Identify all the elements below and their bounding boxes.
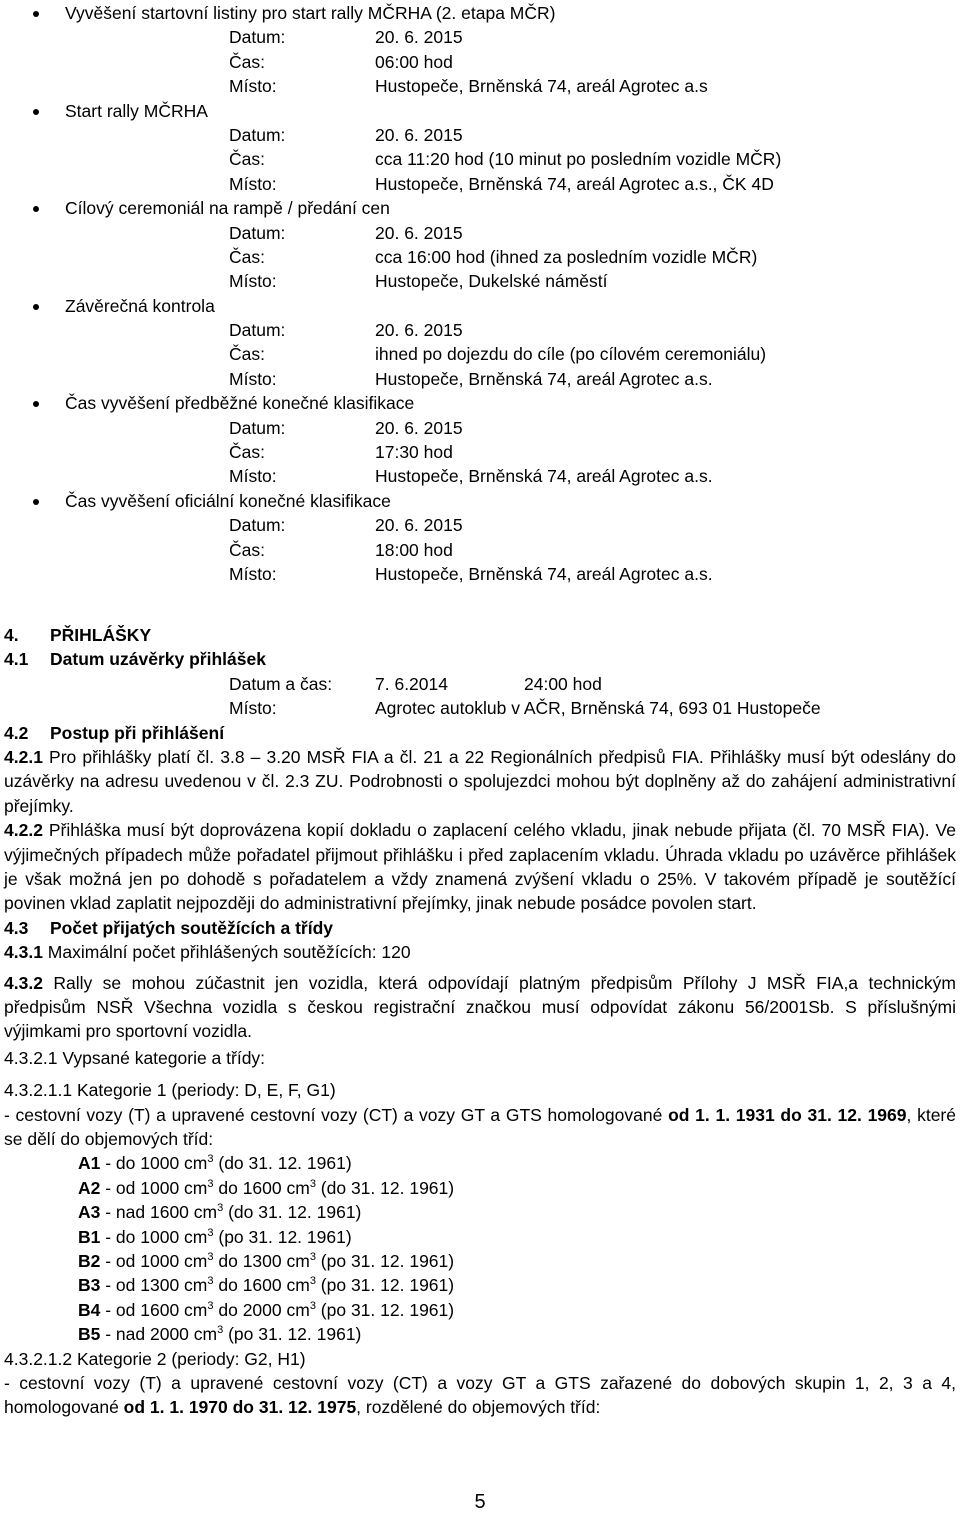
unit-exponent: 3 <box>207 1250 214 1263</box>
schedule-detail-row <box>33 318 933 342</box>
class-period: (do 31. 12. 1961) <box>315 1177 455 1198</box>
detail-value: Hustopeče, Brněnská 74, areál Agrotec a.s <box>375 76 708 97</box>
paragraph-number: 4.2.1 <box>4 746 43 767</box>
class-period: (po 31. 12. 1961) <box>213 1226 352 1247</box>
category-1-heading: 4.3.2.1.1 Kategorie 1 (periody: D, E, F, G1) <box>4 1080 336 1101</box>
schedule-item-title-text: Závěrečná kontrola <box>65 295 215 316</box>
detail-value: 20. 6. 2015 <box>375 417 463 438</box>
detail-label: Čas: <box>229 344 265 365</box>
class-code: B4 <box>78 1299 101 1320</box>
paragraph-4-3-1 <box>4 940 956 964</box>
categories-heading: 4.3.2.1 Vypsané kategorie a třídy: <box>4 1047 266 1068</box>
class-item <box>4 1298 956 1322</box>
class-range-to: do 1600 cm <box>213 1275 310 1296</box>
paragraph-text: Přihláška musí být doprovázena kopií dokladu o zaplacení celého vkladu, jinak nebude přijata (čl. 70 MSŘ FIA). Ve výjimečných případech může pořadatel přijmout přihlášku i před zaplacením vkladu. Úhrada vkladu po uzávěrce přihlášek je však možná jen po dohodě s pořadatelem a vždy znamená zvýšení vkladu o 25%. V takovém případě je soutěžící povinen vklad zaplatit nejpozději do administrativní přejímky, jinak nebude posádce povolen start. <box>4 820 956 914</box>
detail-value: Hustopeče, Brněnská 74, areál Agrotec a.s. <box>375 466 713 487</box>
schedule-detail-row <box>33 562 933 586</box>
detail-value: 06:00 hod <box>375 51 453 72</box>
unit-exponent: 3 <box>207 1275 214 1288</box>
schedule-detail-row <box>33 172 933 196</box>
schedule-item-title <box>33 489 933 513</box>
detail-value: 20. 6. 2015 <box>375 320 463 341</box>
category-1-description <box>4 1103 956 1152</box>
class-period: (po 31. 12. 1961) <box>315 1299 455 1320</box>
deadline-date-value: 7. 6.2014 <box>375 673 448 694</box>
paragraph-number: 4.3.1 <box>4 942 43 963</box>
page-number: 5 <box>474 1491 486 1513</box>
section-4-3-heading <box>4 916 956 940</box>
class-period: (po 31. 12. 1961) <box>315 1275 455 1296</box>
detail-value: cca 11:20 hod (10 minut po posledním vozidle MČR) <box>375 149 782 170</box>
bullet-icon <box>33 401 39 407</box>
detail-label: Datum: <box>229 417 286 438</box>
class-code: A1 <box>78 1153 101 1174</box>
detail-label: Datum: <box>229 124 286 145</box>
unit-exponent: 3 <box>309 1275 316 1288</box>
schedule-item-title-text: Čas vyvěšení předběžné konečné klasifikace <box>65 393 415 414</box>
paragraph-number: 4.2.2 <box>4 820 43 841</box>
detail-value: Hustopeče, Brněnská 74, areál Agrotec a.s. <box>375 368 713 389</box>
deadline-time-value: 24:00 hod <box>524 673 602 694</box>
class-period: (po 31. 12. 1961) <box>223 1324 362 1345</box>
detail-value: cca 16:00 hod (ihned za posledním vozidle MČR) <box>375 246 758 267</box>
section-title: Počet přijatých soutěžících a třídy <box>50 917 333 938</box>
class-item <box>4 1225 956 1249</box>
detail-value: Hustopeče, Brněnská 74, areál Agrotec a.s., ČK 4D <box>375 173 774 194</box>
schedule-item-title-text: Cílový ceremoniál na rampě / předání cen <box>65 198 390 219</box>
detail-label: Čas: <box>229 149 265 170</box>
category-1-period: od 1. 1. 1931 do 31. 12. 1969 <box>668 1104 907 1125</box>
class-item <box>4 1176 956 1200</box>
paragraph-text: Maximální počet přihlášených soutěžících: 120 <box>42 942 411 963</box>
section-4-2-heading <box>4 721 956 745</box>
section-number: 4.1 <box>4 649 29 670</box>
category-2-text: - cestovní vozy (T) a upravené cestovní vozy (CT) a vozy GT a GTS zařazené do dobových skupin 1, 2, 3 a 4, homologované <box>4 1372 956 1418</box>
class-item <box>4 1151 956 1175</box>
paragraph-4-2-1 <box>4 745 956 818</box>
class-range-from: - od 1000 cm <box>100 1177 208 1198</box>
deadline-place-value: Agrotec autoklub v AČR, Brněnská 74, 693 01 Hustopeče <box>375 698 821 719</box>
schedule-detail-row <box>33 269 933 293</box>
detail-label: Datum: <box>229 515 286 536</box>
unit-exponent: 3 <box>207 1226 214 1239</box>
unit-exponent: 3 <box>217 1202 224 1215</box>
schedule-detail-row <box>33 147 933 171</box>
deadline-place-row <box>4 696 956 720</box>
section-4-1-heading <box>4 647 956 671</box>
class-range-to: do 1600 cm <box>213 1177 310 1198</box>
class-range-from: - do 1000 cm <box>100 1153 208 1174</box>
category-2-text-end: , rozdělené do objemových tříd: <box>356 1397 601 1418</box>
schedule-detail-row <box>33 50 933 74</box>
schedule-item-title <box>33 294 933 318</box>
schedule-detail-row <box>33 538 933 562</box>
schedule-detail-row <box>33 513 933 537</box>
detail-label: Místo: <box>229 466 277 487</box>
class-range-from: - do 1000 cm <box>100 1226 208 1247</box>
class-range-from: - od 1600 cm <box>100 1299 208 1320</box>
detail-label: Čas: <box>229 442 265 463</box>
detail-label: Čas: <box>229 539 265 560</box>
schedule-item-title <box>33 99 933 123</box>
schedule-detail-row <box>33 464 933 488</box>
paragraph-text: Pro přihlášky platí čl. 3.8 – 3.20 MSŘ FIA a čl. 21 a 22 Regionálních předpisů FIA. Přihlášky musí být odeslány do uzávěrky na adresu uvedenou v čl. 2.3 ZU. Podrobnosti o spolujezdci mohou být doplněny až do zahájení administrativní přejímky. <box>4 746 956 816</box>
section-title: PŘIHLÁŠKY <box>50 625 152 645</box>
detail-value: ihned po dojezdu do cíle (po cílovém ceremoniálu) <box>375 344 767 365</box>
detail-label: Místo: <box>229 563 277 584</box>
schedule-detail-row <box>33 74 933 98</box>
class-code: A3 <box>78 1202 101 1223</box>
class-code: B5 <box>78 1324 101 1345</box>
detail-label: Místo: <box>229 173 277 194</box>
schedule-item-title <box>33 1 933 25</box>
bullet-icon <box>33 206 39 212</box>
deadline-date-label: Datum a čas: <box>229 673 333 694</box>
section-number: 4.2 <box>4 722 29 743</box>
paragraph-number: 4.3.2 <box>4 972 43 993</box>
class-range-from: - nad 1600 cm <box>100 1202 218 1223</box>
bullet-icon <box>33 109 39 115</box>
unit-exponent: 3 <box>309 1299 316 1312</box>
schedule-item-title <box>33 196 933 220</box>
class-period: (po 31. 12. 1961) <box>315 1250 455 1271</box>
class-item <box>4 1322 956 1346</box>
bullet-icon <box>33 11 39 17</box>
detail-value: 20. 6. 2015 <box>375 124 463 145</box>
class-range-from: - od 1000 cm <box>100 1250 208 1271</box>
schedule-detail-row <box>33 123 933 147</box>
schedule-detail-row <box>33 25 933 49</box>
schedule-detail-row <box>33 245 933 269</box>
section-4-heading <box>4 623 956 647</box>
detail-label: Místo: <box>229 76 277 97</box>
section-title: Datum uzávěrky přihlášek <box>50 649 266 670</box>
detail-label: Datum: <box>229 222 286 243</box>
class-code: B3 <box>78 1275 101 1296</box>
section-4 <box>4 623 956 1420</box>
unit-exponent: 3 <box>207 1177 214 1190</box>
category-1-text-end: , které se dělí do objemových tříd: <box>4 1104 956 1149</box>
class-item <box>4 1273 956 1297</box>
class-code: B2 <box>78 1250 101 1271</box>
category-2-description <box>4 1371 956 1420</box>
detail-value: 20. 6. 2015 <box>375 515 463 536</box>
schedule-detail-row <box>33 221 933 245</box>
detail-label: Datum: <box>229 320 286 341</box>
detail-value: 20. 6. 2015 <box>375 222 463 243</box>
detail-value: Hustopeče, Dukelské náměstí <box>375 271 608 292</box>
schedule-item-title-text: Vyvěšení startovní listiny pro start rally MČRHA (2. etapa MČR) <box>65 3 556 23</box>
deadline-place-label: Místo: <box>229 698 277 719</box>
class-item <box>4 1200 956 1224</box>
detail-label: Čas: <box>229 246 265 267</box>
schedule-detail-row <box>33 440 933 464</box>
class-range-from: - od 1300 cm <box>100 1275 208 1296</box>
bullet-icon <box>33 304 39 310</box>
schedule-detail-row <box>33 416 933 440</box>
schedule-list <box>33 1 933 586</box>
class-period: (do 31. 12. 1961) <box>223 1202 362 1223</box>
detail-value: 17:30 hod <box>375 442 453 463</box>
paragraph-4-2-2 <box>4 818 956 916</box>
detail-label: Čas: <box>229 51 265 72</box>
category-2-heading: 4.3.2.1.2 Kategorie 2 (periody: G2, H1) <box>4 1348 306 1369</box>
schedule-item-title-text: Čas vyvěšení oficiální konečné klasifikace <box>65 490 391 511</box>
schedule-detail-row <box>33 342 933 366</box>
schedule-item-title-text: Start rally MČRHA <box>65 100 208 121</box>
class-code: A2 <box>78 1177 101 1198</box>
class-code: B1 <box>78 1226 101 1247</box>
schedule-item-title <box>33 391 933 415</box>
schedule-detail-row <box>33 367 933 391</box>
section-number: 4. <box>4 625 19 645</box>
category-1-text: - cestovní vozy (T) a upravené cestovní vozy (CT) a vozy GT a GTS homologované <box>4 1104 669 1125</box>
unit-exponent: 3 <box>309 1177 316 1190</box>
detail-value: 18:00 hod <box>375 539 453 560</box>
class-period: (do 31. 12. 1961) <box>213 1153 352 1174</box>
class-range-to: do 1300 cm <box>213 1250 310 1271</box>
detail-label: Datum: <box>229 27 286 48</box>
category-2-period: od 1. 1. 1970 do 31. 12. 1975 <box>123 1397 357 1418</box>
unit-exponent: 3 <box>207 1299 214 1312</box>
class-range-from: - nad 2000 cm <box>100 1324 218 1345</box>
detail-label: Místo: <box>229 271 277 292</box>
section-number: 4.3 <box>4 917 29 938</box>
unit-exponent: 3 <box>217 1324 224 1337</box>
unit-exponent: 3 <box>309 1250 316 1263</box>
paragraph-text: Rally se mohou zúčastnit jen vozidla, která odpovídají platným předpisům Přílohy J MSŘ FIA,a technickým předpisům NSŘ Všechna vozidla s českou registrační značkou musí odpovídat zákonu 56/2001Sb. S příslušnými výjimkami pro sportovní vozidla. <box>4 972 956 1042</box>
paragraph-4-3-2 <box>4 971 956 1044</box>
class-range-to: do 2000 cm <box>213 1299 310 1320</box>
unit-exponent: 3 <box>207 1153 214 1166</box>
detail-label: Místo: <box>229 368 277 389</box>
deadline-date-row <box>4 672 956 696</box>
bullet-icon <box>33 499 39 505</box>
detail-value: Hustopeče, Brněnská 74, areál Agrotec a.s. <box>375 563 713 584</box>
class-item <box>4 1249 956 1273</box>
section-title: Postup při přihlášení <box>50 722 225 743</box>
detail-value: 20. 6. 2015 <box>375 27 463 48</box>
class-list <box>4 1151 956 1346</box>
